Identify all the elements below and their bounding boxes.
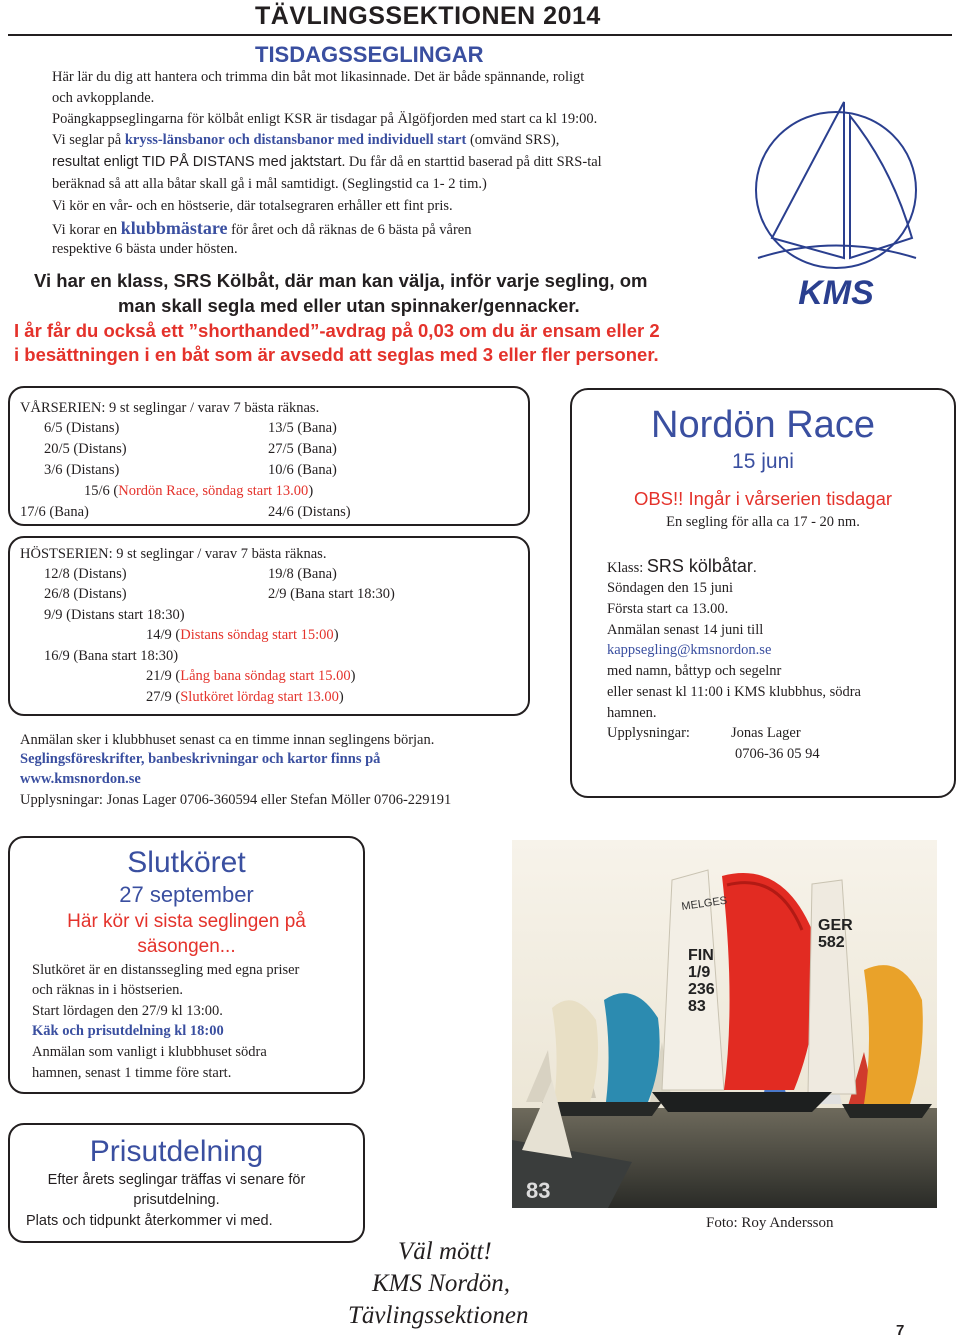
race-highlight: Nordön Race, söndag start 13.00 [118, 483, 309, 499]
sail-number: FIN 1/9 236 83 [688, 947, 715, 1015]
race-text: ) [308, 483, 314, 499]
slutkoret-line: Slutköret är en distanssegling med egna priser [32, 962, 300, 978]
varserien-title: VÅRSERIEN: 9 st seglingar / varav 7 bästa räknas. [20, 400, 320, 416]
page-number: 7 [896, 1322, 905, 1339]
class-info-line-1: Vi har en klass, SRS Kölbåt, där man kan välja, inför varje segling, om [34, 270, 648, 291]
varserien-race: 27/5 (Bana) [268, 441, 337, 457]
nordon-line: med namn, båttyp och segelnr [607, 663, 782, 679]
slutkoret-title: Slutköret [127, 846, 246, 879]
race-highlight: Lång bana söndag start 15.00 [180, 668, 351, 684]
hostserien-race: 16/9 (Bana start 18:30) [44, 648, 179, 664]
hostserien-box [8, 536, 530, 716]
slutkoret-line: Start lördagen den 27/9 kl 13:00. [32, 1003, 223, 1019]
intro-line-3: Poängkappseglingarna för kölbåt enligt KSR är tisdagar på Älgöfjorden med start ca kl 19:00. [52, 111, 598, 127]
section-title-tisdagsseglingar: TISDAGSSEGLINGAR [255, 42, 484, 67]
nordon-line: eller senast kl 11:00 i KMS klubbhus, södra [607, 684, 861, 700]
slutkoret-line: Anmälan som vanligt i klubbhuset södra [32, 1044, 267, 1060]
race-text: 27/9 ( [146, 689, 181, 705]
slutkoret-date: 27 september [119, 882, 254, 907]
intro-text: Vi korar en [52, 222, 121, 238]
slutkoret-line: och räknas in i höstserien. [32, 982, 184, 998]
varserien-race: 10/6 (Bana) [268, 462, 337, 478]
hostserien-race: 9/9 (Distans start 18:30) [44, 607, 185, 623]
nordon-line: hamnen. [607, 705, 657, 721]
race-text: ) [333, 627, 339, 643]
varserien-race: 17/6 (Bana) [20, 504, 89, 520]
intro-line-6: beräknad så att alla båtar skall gå i mål samtidigt. (Seglingstid ca 1- 2 tim.) [52, 176, 487, 192]
slutkoret-dinner: Käk och prisutdelning kl 18:00 [32, 1023, 224, 1039]
intro-text: resultat enligt TID PÅ DISTANS med jaktstart [52, 154, 342, 170]
intro-line-5 [52, 152, 742, 173]
intro-line-8 [52, 218, 742, 241]
slutkoret-red-line-1: Här kör vi sista seglingen på [67, 911, 306, 932]
varserien-race: 6/5 (Distans) [44, 420, 120, 436]
race-text: 14/9 ( [146, 627, 181, 643]
nordon-subtitle: En segling för alla ca 17 - 20 nm. [666, 514, 860, 530]
nordon-date: 15 juni [732, 450, 794, 473]
varserien-race-nordon [84, 483, 313, 500]
nordon-klass [607, 556, 757, 577]
slutkoret-box [8, 836, 365, 1094]
shorthanded-line-1: I år får du också ett ”shorthanded”-avdrag på 0,03 om du är ensam eller 2 [14, 320, 660, 341]
prisutdelning-box [8, 1123, 365, 1243]
varserien-race: 3/6 (Distans) [44, 462, 120, 478]
varserien-race: 13/5 (Bana) [268, 420, 337, 436]
varserien-race: 20/5 (Distans) [44, 441, 127, 457]
klass-label: Klass: [607, 560, 647, 576]
race-text: ) [350, 668, 356, 684]
nordon-contact-name: Jonas Lager [731, 725, 801, 741]
hostserien-race: 2/9 (Bana start 18:30) [268, 586, 395, 602]
nordon-contact-label: Upplysningar: [607, 725, 690, 741]
intro-line-2: och avkopplande. [52, 90, 155, 106]
race-highlight: Slutköret lördag start 13.00 [180, 689, 339, 705]
slutkoret-red-line-2: säsongen... [137, 936, 236, 957]
varserien-race: 24/6 (Distans) [268, 504, 351, 520]
logo-text: KMS [798, 274, 874, 310]
nordon-line: Första start ca 13.00. [607, 601, 729, 617]
intro-text: Vi seglar på [52, 132, 125, 148]
closing-greeting: Väl mött! [398, 1238, 492, 1265]
nordon-email-link[interactable]: kappsegling@kmsnordon.se [607, 642, 772, 658]
nordon-line: Söndagen den 15 juni [607, 580, 734, 596]
race-text: 21/9 ( [146, 668, 181, 684]
hostserien-title: HÖSTSERIEN: 9 st seglingar / varav 7 bästa räknas. [20, 546, 327, 562]
race-text: ) [338, 689, 344, 705]
slutkoret-line: hamnen, senast 1 timme före start. [32, 1065, 232, 1081]
nordon-contact-phone: 0706-36 05 94 [735, 746, 820, 762]
intro-text: för året och då räknas de 6 bästa på våren [227, 222, 472, 238]
hostserien-race [146, 668, 355, 685]
intro-line-1: Här lär du dig att hantera och trimma din båt mot likasinnade. Det är både spännande, roligt [52, 69, 585, 85]
nordon-title: Nordön Race [651, 404, 875, 446]
nordon-line: Anmälan senast 14 juni till [607, 622, 764, 638]
hostserien-race: 26/8 (Distans) [44, 586, 127, 602]
prisutdelning-line: prisutdelning. [133, 1192, 220, 1208]
sail-text: MELGES [680, 894, 728, 913]
hostserien-race [146, 627, 339, 644]
closing-club: KMS Nordön, [372, 1270, 510, 1297]
closing-section: Tävlingssektionen [348, 1302, 529, 1329]
signup-note: Anmälan sker i klubbhuset senast ca en timme innan seglingens början. [20, 732, 435, 748]
varserien-box [8, 386, 530, 526]
hostserien-race: 12/8 (Distans) [44, 566, 127, 582]
contact-note: Upplysningar: Jonas Lager 0706-360594 eller Stefan Möller 0706-229191 [20, 792, 452, 808]
sail-number: GER 582 [818, 917, 853, 951]
intro-line-9: respektive 6 bästa under hösten. [52, 241, 238, 257]
class-info-line-2: man skall segla med eller utan spinnaker/gennacker. [118, 295, 580, 316]
intro-line-4 [52, 130, 742, 151]
documents-note: Seglingsföreskrifter, banbeskrivningar och kartor finns på [20, 751, 381, 767]
nordon-race-box [570, 388, 956, 798]
race-highlight: Distans söndag start 15:00 [180, 627, 334, 643]
header-rule [8, 34, 952, 36]
highlight-text: klubbmästare [120, 218, 228, 238]
prisutdelning-line: Plats och tidpunkt återkommer vi med. [26, 1213, 273, 1229]
page-header-title: TÄVLINGSSEKTIONEN 2014 [255, 2, 601, 30]
klass-value: SRS kölbåtar [646, 556, 753, 576]
kms-logo [752, 98, 924, 310]
shorthanded-line-2: i besättningen i en båt som är avsedd att seglas med 3 eller fler personer. [14, 344, 659, 365]
intro-line-7: Vi kör en vår- och en höstserie, där totalsegraren erhåller ett fint pris. [52, 198, 453, 214]
sailing-photo [512, 840, 937, 1208]
race-text: 15/6 ( [84, 483, 119, 499]
hull-number: 83 [526, 1178, 551, 1203]
photo-credit: Foto: Roy Andersson [706, 1215, 834, 1231]
intro-text: (omvänd SRS), [466, 132, 560, 148]
nordon-obs: OBS!! Ingår i vårserien tisdagar [633, 488, 893, 509]
hostserien-race: 19/8 (Bana) [268, 566, 337, 582]
website-link[interactable]: www.kmsnordon.se [20, 771, 141, 787]
hostserien-race [146, 689, 344, 706]
highlight-text: kryss-länsbanor och distansbanor med individuell start [124, 132, 467, 148]
prisutdelning-title: Prisutdelning [89, 1135, 264, 1168]
klass-end: . [752, 560, 757, 576]
intro-text: . Du får då en starttid baserad på ditt SRS-tal [341, 154, 602, 170]
prisutdelning-line: Efter årets seglingar träffas vi senare för [47, 1172, 306, 1188]
